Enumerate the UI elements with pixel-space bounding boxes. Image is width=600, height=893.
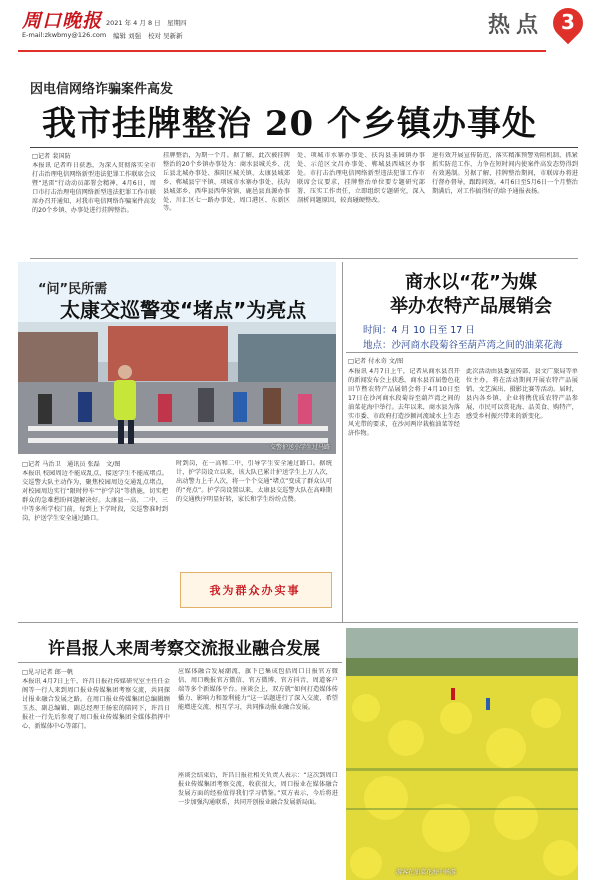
lead-column-3: 处、项城市水寨办事处、扶沟县韭园镇办事处、示范区文昌办事处、郸城县西城区办事处。市打击治理电信网络新型违法犯罪工作市联席会议要求，挂牌整治单位要专题研究部署、压实工作责任，立即组织专题研究，深入剖析问题原因，较真碰硬整改。	[297, 152, 425, 204]
xuchang-rule	[18, 662, 342, 663]
police-kicker: “问”民所需	[38, 282, 108, 297]
rapeseed-field-image	[346, 628, 578, 880]
police-column-2: 时到岗，在一高和二中，引导学生安全通过路口。据统计，护学岗设立以来，该大队已累计护送学生上万人次，出动警力上千人次，将一个个交通“堵点”变成了群众认可的“亮点”。护学岗设置以来，太康县交巡警大队在高峰期的交通秩序明显好转，家长和学生纷纷点赞。	[176, 460, 332, 503]
police-column-1: 本报讯 校园周边不能成乱点，接送学生不能成堵点。交巡警大队主动作为，聚焦校园周边交通乱点堵点，对校园周边实行“限时停车”“护学岗”等措施，切实把群众的急难愁盼问题解决好。太康县一高、二中、三中等多所学校门前，每到上下学时段，交巡警准时到岗，护送学生安全通过路口。	[22, 470, 168, 522]
fair-headline-1: 商水以“花”为媒	[405, 272, 537, 293]
xuchang-byline: □见习记者 郎一帆	[22, 669, 74, 676]
police-photo	[18, 322, 336, 454]
fair-photo	[346, 628, 578, 880]
editor-credit: 编辑 刘强	[113, 32, 142, 40]
fair-place: 地点：沙河商水段菊谷至葫芦湾之间的油菜花海	[363, 340, 563, 351]
fair-rule	[346, 352, 578, 353]
fair-headline-2: 举办农特产品展销会	[390, 296, 552, 317]
fair-byline: □记者 付永奇 文/图	[348, 358, 404, 365]
xuchang-column-3: 座谈会结束后，许昌日报社相关负责人表示：“这次到周口报业传媒集团考察交流，收获很大，周口报业在媒体融合发展方面的经验值得我们学习借鉴。”双方表示，今后将进一步加强沟通联系，共同开创报业融合发展新局面。	[178, 772, 338, 806]
proof-credit: 校对 吴新新	[148, 32, 183, 40]
xuchang-column-2: 应媒体融合发展潮流，旗下已集成包括周口日报官方微信、周口晚报官方微信、官方微博、官方抖音、周道客户端等多个新媒体平台。座谈会上，双方就“如何打造媒体传播力、影响力和盈利能力”这一话题进行了深入交流，希望能增进交流、相互学习，共同推动报业融合发展。	[178, 668, 338, 711]
fair-time: 时间：4 月 10 日至 17 日	[363, 325, 475, 336]
lead-rule	[30, 147, 578, 148]
xuchang-column-1: 本报讯 4月7日上午，许昌日报社传媒研究室主任任金阁等一行人来到周口报业传媒集团考察交流，共同探讨报业融合发展之路。在周口报业传媒集团总编辑顾玉杰、副总编辑、副总经理王扬宏的陪同下，许昌日报社一行先后参观了周口报业传媒集团全媒体指挥中心、新媒体中心等部门。	[22, 678, 170, 730]
masthead	[0, 0, 600, 50]
lead-column-1: 本报讯 记者昨日获悉，为深入贯彻落实全市打击治理电信网络新型违法犯罪工作联席会议暨“迅雷”行动动员部署会精神，4月6日，周口市打击治理电信网络新型违法犯罪工作市联席办召开通知，对我市电信网络诈骗案件高发的20个乡镇、办事处进行挂牌整治。	[32, 162, 156, 214]
fair-photo-caption: 游客在油菜花海中畅游	[396, 869, 457, 876]
xuchang-headline: 许昌报人来周考察交流报业融合发展	[48, 639, 320, 659]
fair-column-2: 此次活动由县委宣传部、县文广旅局等单位主办，将在活动期间开展农特产品展销、文艺演出、摄影比赛等活动。届时，县内各乡镇、企业将携优质农特产品参展，市民可以赏花海、品美食、购特产，感受乡村振兴带来的新变化。	[466, 368, 578, 420]
date-line: 2021 年 4 月 8 日 星期四	[106, 19, 187, 27]
lead-byline: □记者 裴国防	[32, 153, 71, 160]
lead-headline: 我市挂牌整治 20 个乡镇办事处	[42, 104, 537, 144]
section-label: 热点	[488, 12, 545, 38]
middle-bottom-rule	[18, 622, 578, 623]
street-scene-image	[18, 322, 336, 454]
lead-column-2: 挂牌整治，为期一个月。据了解，此次被挂牌整治的20个乡镇办事处为：商水县城关乡、沈丘县北城办事处、淮阳区城关镇、太康县城郊乡、郸城县宁平镇、项城市水寨办事处、扶沟县城郊乡、西华县西华营镇、鹿邑县真源办事处、川汇区七一路办事处、周口港区、东新区等。	[163, 152, 290, 213]
police-byline: □记者 马治卫 通讯员 张磊 文/图	[22, 461, 121, 468]
police-headline: 太康交巡警变“堵点”为亮点	[60, 298, 307, 322]
lead-column-4: 速有效开展宣传防范，落实精准预警劝阻机制，抓紧抓实防范工作，力争在短时间内使案件高发态势得到有效遏制。另据了解，挂牌整治期间，市联席办将进行督办督导，跟踪问效。4月6日至5月6日一个月整治期满后，对工作搞得好的给予通报表扬。	[432, 152, 578, 195]
fair-column-1: 本报讯 4月7日上午，记者从商水县召开的新闻发布会上获悉，商水县首届鲁色花田节暨农特产品展销会将于4月10日至17日在沙河商水段菊谷至葫芦湾之间的油菜花海中举行。去年以来，商水县为落实市委、市政府打造沙颍河流域水上生态风光带的要求，在沙河两岸栽植油菜等经济作物。	[348, 368, 460, 438]
police-photo-caption: 交警护送小学生过马路	[269, 444, 330, 451]
newspaper-logo: 周口晚报	[22, 10, 103, 32]
email-line: E-mail:zkwbmy@126.com	[22, 31, 107, 39]
lead-kicker: 因电信网络诈骗案件高发	[30, 82, 174, 97]
lead-bottom-rule	[30, 258, 578, 259]
service-stamp: 我为群众办实事	[209, 584, 301, 597]
page-number: 3	[561, 10, 575, 34]
column-divider	[342, 262, 343, 622]
masthead-rule	[18, 50, 546, 52]
